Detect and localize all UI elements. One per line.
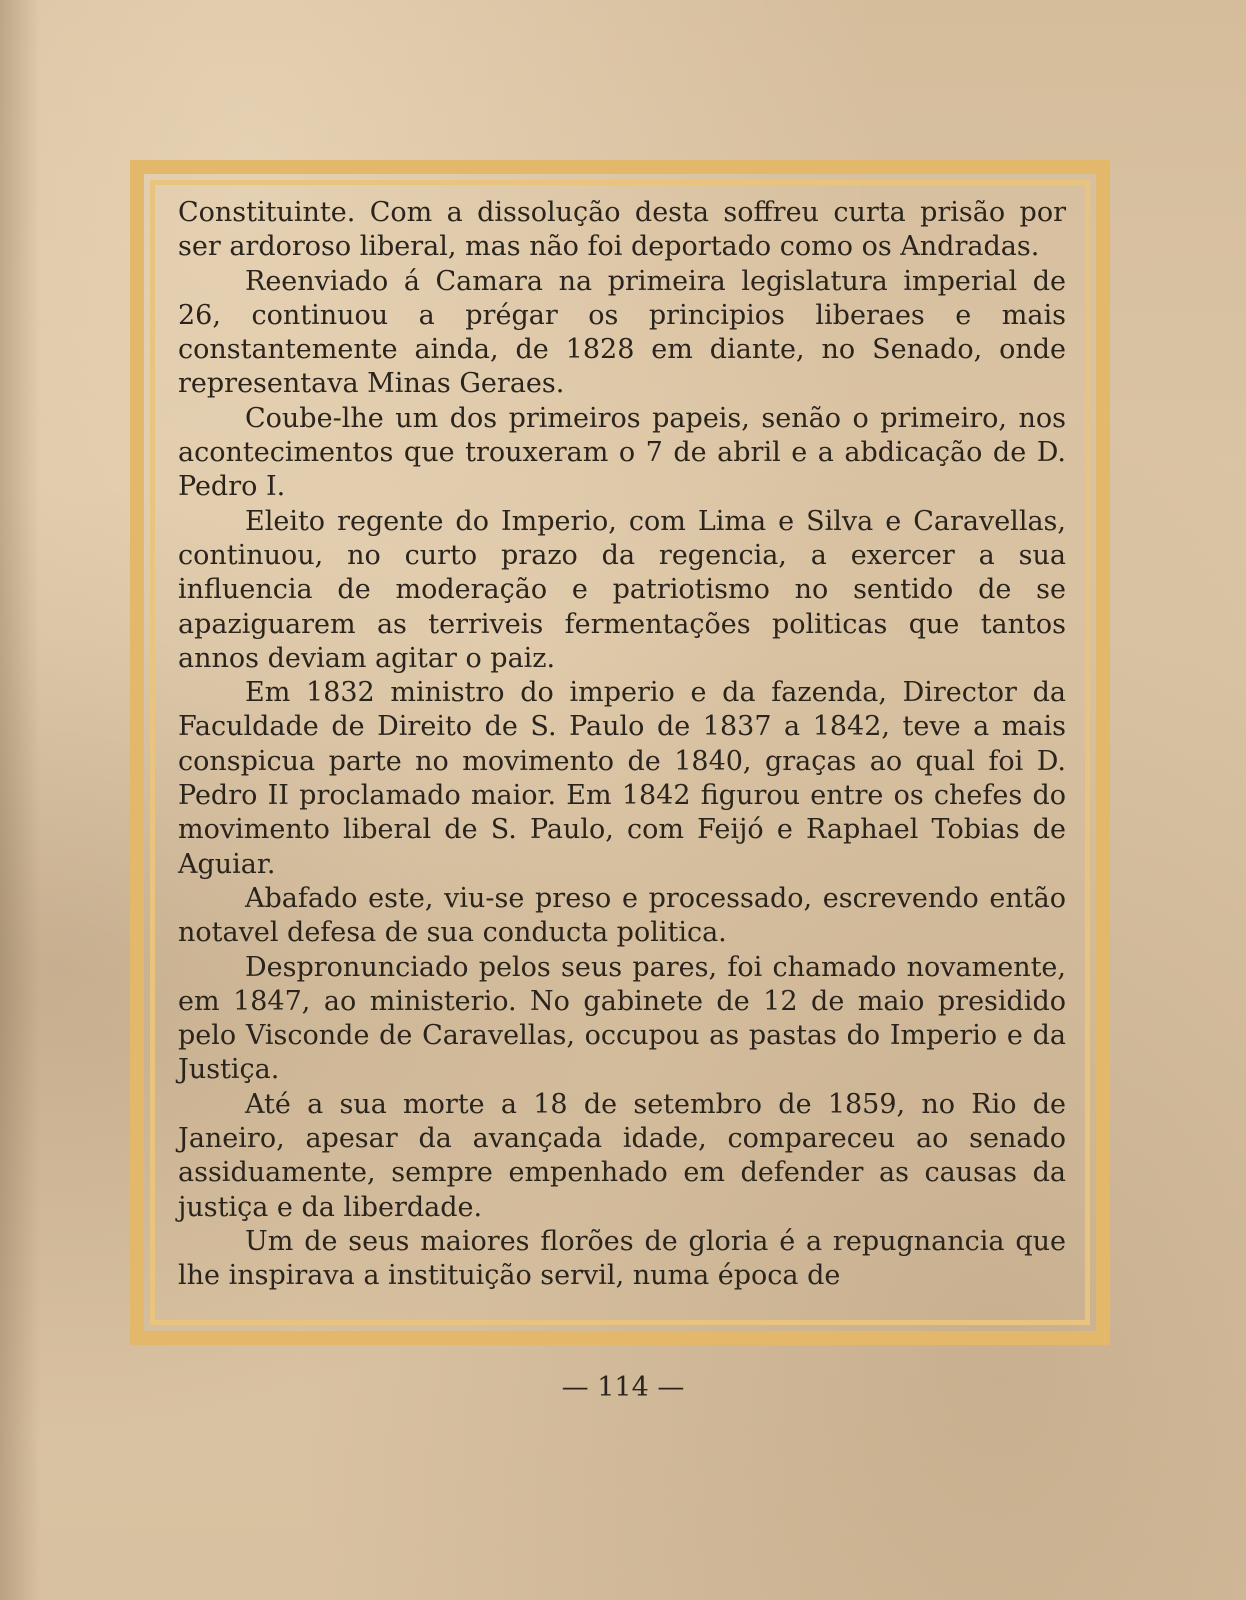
paragraph: Eleito regente do Imperio, com Lima e Silva e Caravellas, continuou, no curto prazo da regencia, a exercer a sua influencia de moderação e patriotismo no sentido de se apaziguarem as terriveis fermentações politicas que tantos annos deviam agitar o paiz. — [178, 505, 1066, 674]
paragraph: Reenviado á Camara na primeira legislatura imperial de 26, continuou a prégar os principios liberaes e mais constantemente ainda, de 1828 em diante, no Senado, onde representava Minas Geraes. — [178, 265, 1066, 400]
paragraph: Até a sua morte a 18 de setembro de 1859, no Rio de Janeiro, apesar da avançada idade, compareceu ao senado assiduamente, sempre empenhado em defender as causas da justiça e da liberdade. — [178, 1088, 1066, 1223]
paragraph: Em 1832 ministro do imperio e da fazenda, Director da Faculdade de Direito de S. Paulo de 1837 a 1842, teve a mais conspicua parte no movimento de 1840, graças ao qual foi D. Pedro II proclamado maior. Em 1842 figurou entre os chefes do movimento liberal de S. Paulo, com Feijó e Raphael Tobias de Aguiar. — [178, 677, 1066, 880]
paragraph: Coube-lhe um dos primeiros papeis, senão o primeiro, nos acontecimentos que trouxeram o 7 de abril e a abdicação de D. Pedro I. — [178, 402, 1066, 503]
body-text — [178, 196, 1066, 1294]
paragraph: Despronunciado pelos seus pares, foi chamado novamente, em 1847, ao ministerio. No gabinete de 12 de maio presidido pelo Visconde de Caravellas, occupou as pastas do Imperio e da Justiça. — [178, 951, 1066, 1086]
paragraph: Abafado este, viu-se preso e processado, escrevendo então notavel defesa de sua conducta politica. — [178, 882, 1066, 949]
paragraph: Um de seus maiores florões de gloria é a repugnancia que lhe inspirava a instituição servil, numa época de — [178, 1225, 1066, 1292]
paragraph: Constituinte. Com a dissolução desta soffreu curta prisão por ser ardoroso liberal, mas não foi deportado como os Andradas. — [178, 197, 1066, 263]
page-number: — 114 — — [561, 1372, 685, 1403]
page-edge-shadow — [0, 0, 40, 1600]
